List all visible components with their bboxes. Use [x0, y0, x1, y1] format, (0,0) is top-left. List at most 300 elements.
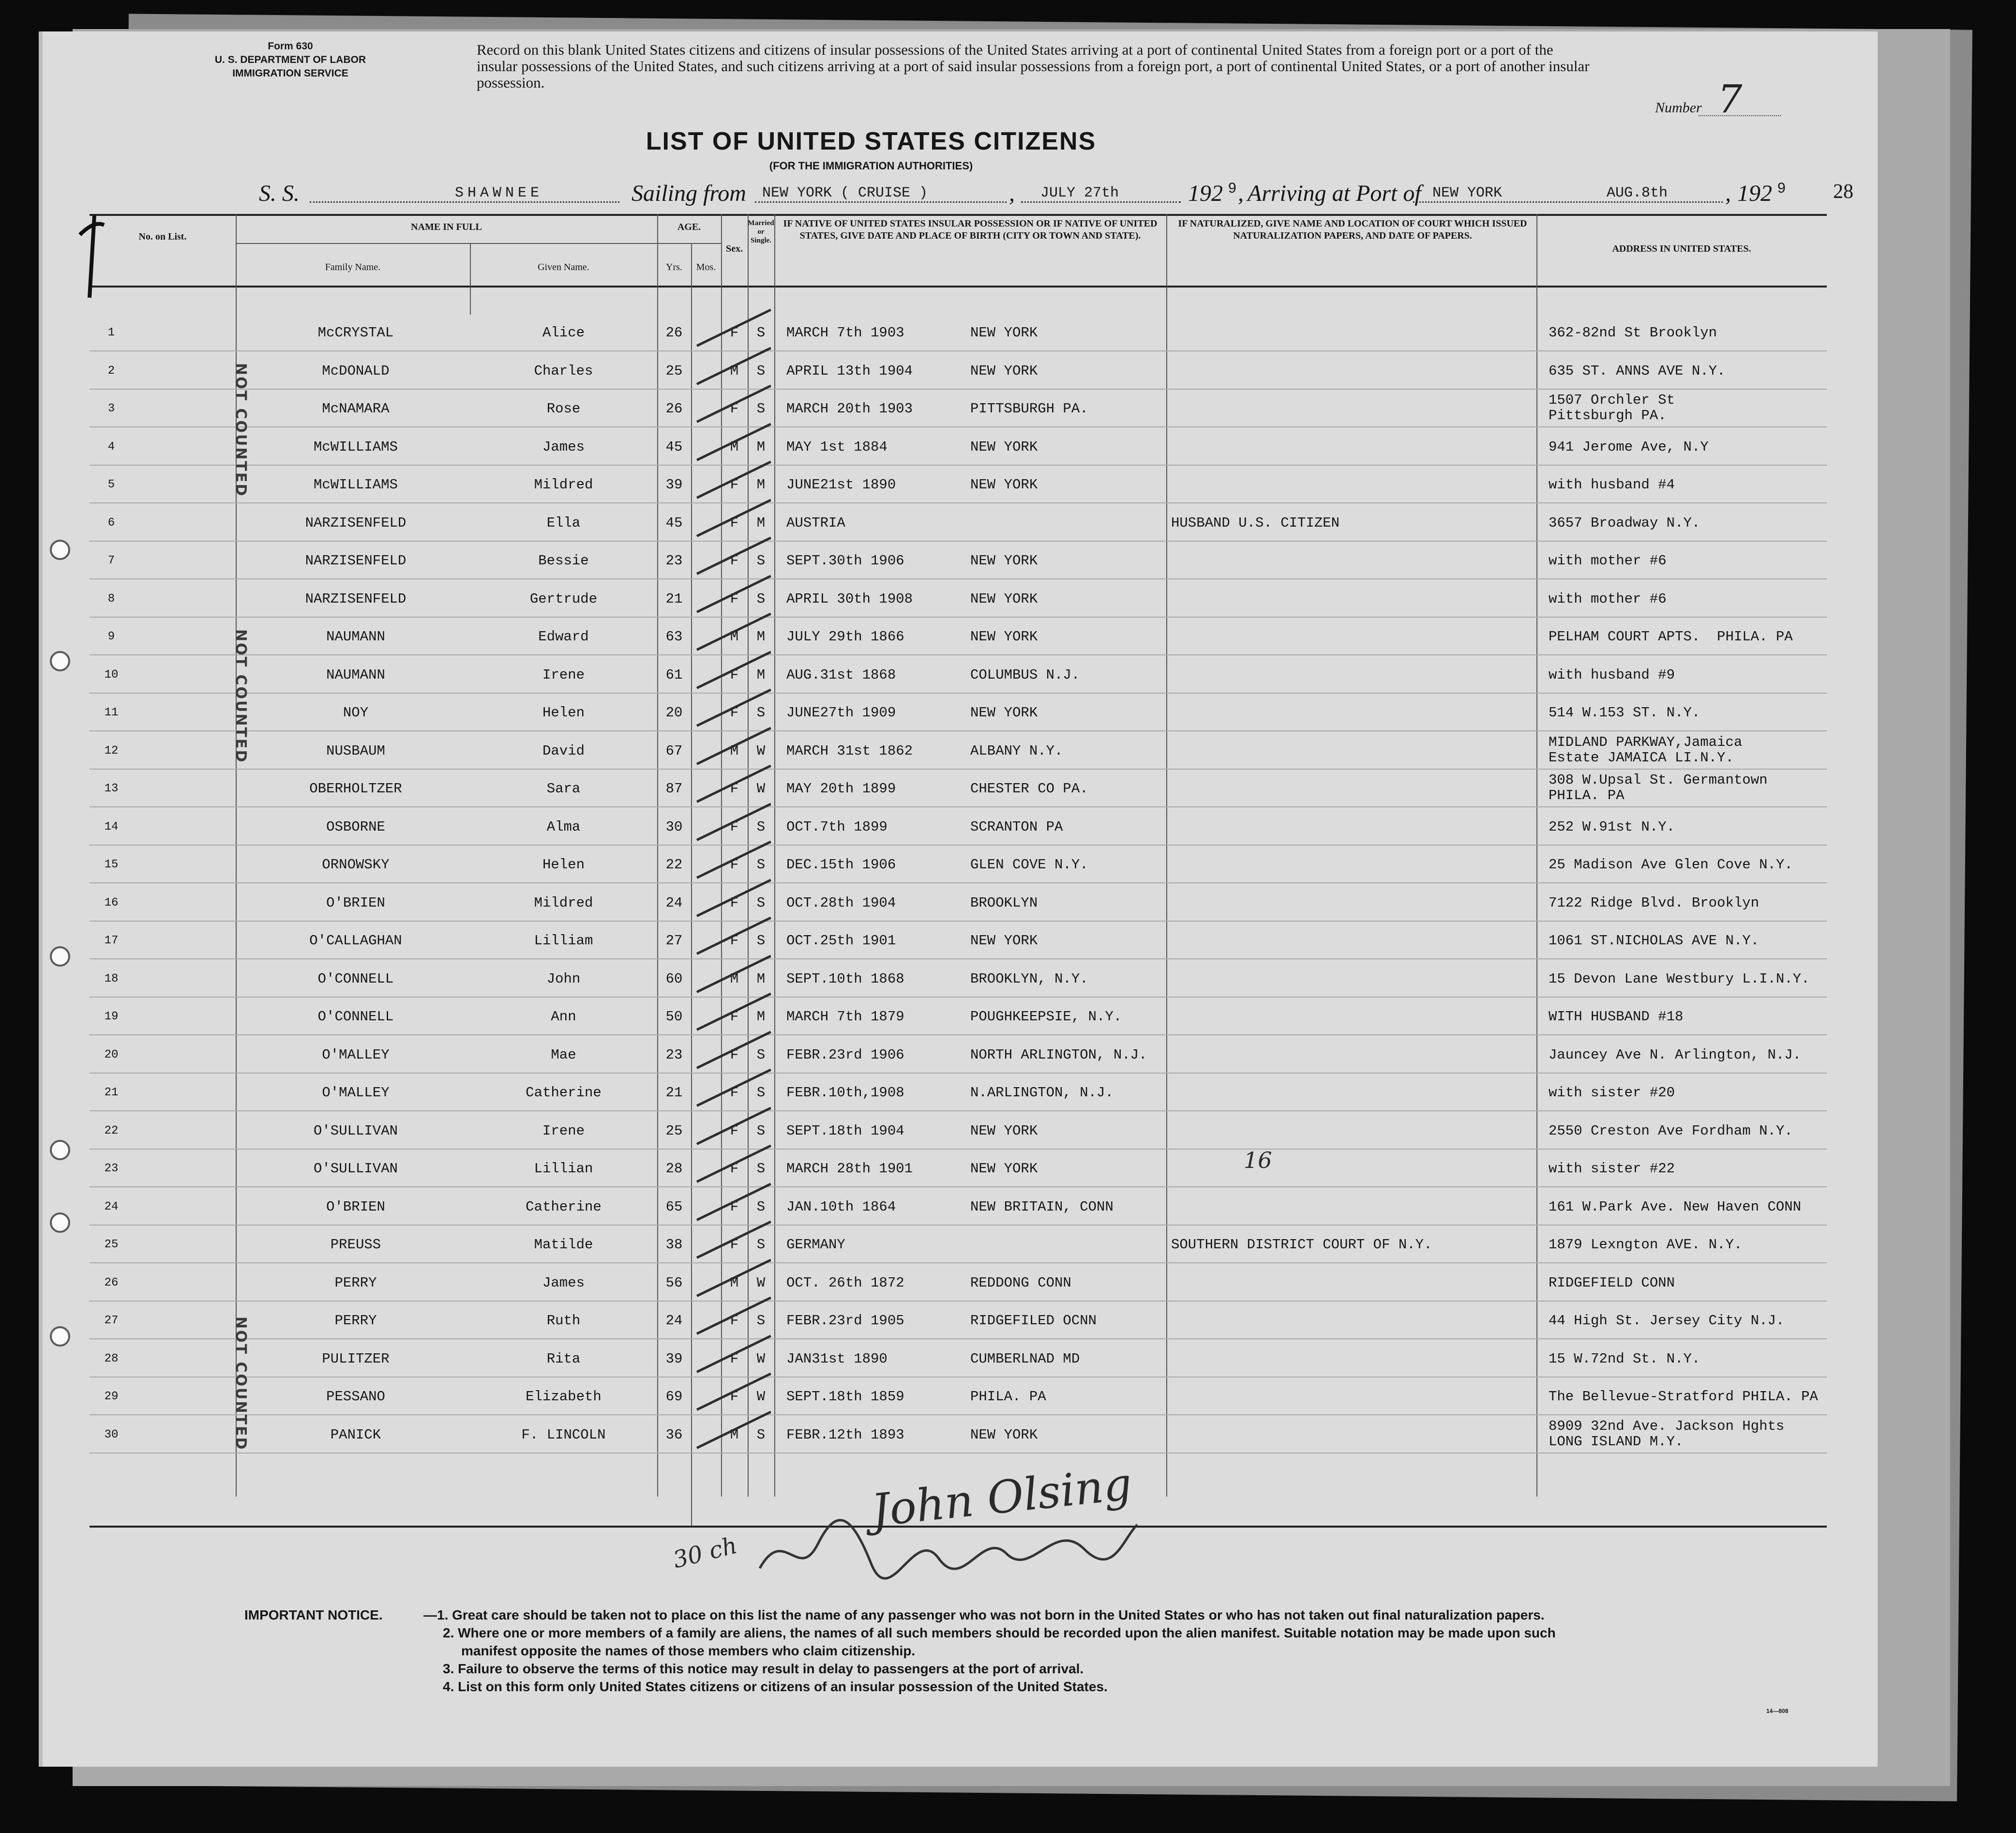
- birth-date: MAY 1st 1884: [786, 439, 888, 455]
- address: with husband #9: [1549, 667, 1675, 683]
- family-name: O'CONNELL: [317, 970, 394, 987]
- row-rule: [90, 845, 1827, 846]
- given-name: Helen: [542, 857, 585, 873]
- row-rule: [90, 654, 1827, 655]
- arriving-label: Arriving at Port of: [1248, 181, 1421, 206]
- age-years: 24: [665, 894, 683, 911]
- print-code: 14—808: [1766, 1708, 1789, 1714]
- family-name: O'CONNELL: [317, 1009, 394, 1025]
- row-rule: [90, 1225, 1827, 1226]
- notice-item-2-cont: manifest opposite the names of those members who claim citizenship.: [461, 1643, 916, 1658]
- family-name: NAUMANN: [326, 667, 385, 683]
- age-subrule: [657, 243, 721, 244]
- row-number: 29: [104, 1390, 119, 1403]
- row-number: 5: [107, 478, 115, 491]
- birth-place: NEW YORK: [970, 477, 1038, 493]
- address: with sister #20: [1549, 1085, 1675, 1101]
- sex: F: [730, 818, 739, 835]
- family-name: McWILLIAMS: [313, 439, 398, 455]
- marital-status: W: [756, 742, 766, 759]
- sailing-label: Sailing from: [632, 181, 746, 206]
- birth-place: NEW YORK: [970, 1122, 1038, 1139]
- header-name-in-full: NAME IN FULL: [411, 222, 482, 232]
- given-name: Alice: [542, 325, 585, 341]
- row-number: 19: [104, 1010, 119, 1023]
- birth-date: GERMANY: [786, 1237, 845, 1253]
- birth-date: APRIL 13th 1904: [786, 363, 913, 379]
- col-divider: [470, 243, 471, 315]
- address: 635 ST. ANNS AVE N.Y.: [1549, 363, 1726, 379]
- birth-place: POUGHKEEPSIE, N.Y.: [970, 1009, 1122, 1025]
- table-top-rule: [90, 214, 1827, 216]
- marital-status: S: [756, 933, 766, 949]
- row-rule: [90, 426, 1827, 427]
- sex: F: [730, 1122, 739, 1139]
- header-no: No. on List.: [138, 231, 187, 242]
- row-number: 18: [104, 972, 119, 985]
- address: 3657 Broadway N.Y.: [1549, 515, 1700, 531]
- row-number: 24: [104, 1200, 119, 1213]
- row-number: 17: [104, 934, 119, 947]
- inspector-signature: John Olsing: [869, 1458, 1134, 1537]
- given-name: Rita: [546, 1350, 581, 1367]
- birth-place: CHESTER CO PA.: [970, 781, 1088, 797]
- header-given-name: Given Name.: [538, 262, 589, 273]
- row-rule: [90, 769, 1827, 770]
- corner-mark: [75, 215, 104, 303]
- birth-place: CUMBERLNAD MD: [970, 1350, 1080, 1367]
- birth-place: NEW YORK: [970, 933, 1038, 949]
- sex: F: [730, 894, 739, 911]
- row-number: 20: [104, 1048, 119, 1061]
- header-sex: Sex.: [726, 243, 743, 254]
- form-number: Form 630: [268, 41, 313, 52]
- birth-place: PITTSBURGH PA.: [970, 401, 1088, 417]
- row-rule: [90, 1186, 1827, 1187]
- row-rule: [90, 1262, 1827, 1263]
- page-subtitle: (FOR THE IMMIGRATION AUTHORITIES): [769, 160, 973, 172]
- address: MIDLAND PARKWAY,Jamaica Estate JAMAICA LI.N.Y.: [1549, 734, 1743, 766]
- row-rule: [90, 617, 1827, 618]
- age-years: 25: [665, 1122, 683, 1139]
- row-number: 22: [104, 1124, 119, 1137]
- sex: F: [730, 933, 739, 949]
- row-rule: [90, 1149, 1827, 1150]
- given-name: Ann: [551, 1009, 576, 1025]
- birth-date: OCT. 26th 1872: [786, 1274, 904, 1291]
- row-rule: [90, 465, 1827, 466]
- not-counted-stamp: NOT COUNTED: [232, 1317, 249, 1451]
- address: 514 W.153 ST. N.Y.: [1549, 705, 1700, 721]
- birth-place: NEW YORK: [970, 1161, 1038, 1177]
- row-number: 13: [104, 782, 119, 795]
- birth-place: ALBANY N.Y.: [970, 742, 1063, 759]
- age-years: 39: [665, 1350, 683, 1367]
- name-subrule: [236, 243, 657, 244]
- notice-item-3: 3. Failure to observe the terms of this notice may result in delay to passengers at the port of arrival.: [443, 1661, 1084, 1676]
- family-name: NAUMANN: [326, 629, 385, 645]
- birth-date: MARCH 28th 1901: [786, 1161, 913, 1177]
- given-name: Gertrude: [529, 591, 598, 607]
- marital-status: S: [756, 553, 766, 569]
- arrival-line: [1413, 201, 1723, 203]
- address: Jauncey Ave N. Arlington, N.J.: [1549, 1046, 1802, 1063]
- depart-year-prefix: 192: [1188, 181, 1223, 206]
- birth-date: MARCH 20th 1903: [786, 401, 913, 417]
- natz-note: 16: [1244, 1147, 1272, 1173]
- row-rule: [90, 806, 1827, 807]
- birth-date: APRIL 30th 1908: [786, 591, 913, 607]
- number-value: 7: [1717, 76, 1743, 121]
- row-rule: [90, 502, 1827, 503]
- row-rule: [90, 1414, 1827, 1415]
- marital-status: S: [756, 705, 766, 721]
- header-yrs: Yrs.: [666, 262, 682, 273]
- not-counted-stamp: NOT COUNTED: [232, 629, 249, 764]
- birth-place: NEW BRITAIN, CONN: [970, 1198, 1113, 1215]
- sex: F: [730, 1313, 739, 1329]
- age-years: 24: [665, 1313, 683, 1329]
- given-name: Mildred: [534, 477, 593, 493]
- age-years: 22: [665, 857, 683, 873]
- sex: F: [730, 705, 739, 721]
- row-number: 7: [107, 554, 115, 567]
- row-number: 16: [104, 896, 119, 909]
- family-name: PREUSS: [330, 1237, 381, 1253]
- age-years: 23: [665, 1046, 683, 1063]
- row-number: 1: [107, 326, 115, 339]
- age-years: 65: [665, 1198, 683, 1215]
- birth-date: MARCH 31st 1862: [786, 742, 913, 759]
- address: 44 High St. Jersey City N.J.: [1549, 1313, 1785, 1329]
- given-name: James: [542, 439, 585, 455]
- given-name: Mae: [551, 1046, 576, 1063]
- sex: F: [730, 857, 739, 873]
- row-number: 27: [104, 1314, 119, 1327]
- age-years: 23: [665, 553, 683, 569]
- sex: F: [730, 1198, 739, 1215]
- row-number: 3: [107, 402, 115, 415]
- family-name: McNAMARA: [322, 401, 390, 417]
- marital-status: S: [756, 1313, 766, 1329]
- sex: F: [730, 1009, 739, 1025]
- sex: F: [730, 477, 739, 493]
- birth-date: FEBR.23rd 1905: [786, 1313, 904, 1329]
- age-years: 69: [665, 1389, 683, 1405]
- age-years: 63: [665, 629, 683, 645]
- age-years: 28: [665, 1161, 683, 1177]
- birth-place: NEW YORK: [970, 705, 1038, 721]
- row-rule: [90, 958, 1827, 959]
- header-family-name: Family Name.: [325, 262, 381, 273]
- naturalization: HUSBAND U.S. CITIZEN: [1171, 515, 1340, 531]
- birth-place: BROOKLYN, N.Y.: [970, 970, 1088, 987]
- address: with sister #22: [1549, 1161, 1675, 1177]
- instructions-text: Record on this blank United States citizens and citizens of insular possessions of the United States arriving at a port of continental United States from a foreign port or a port of the insular possessions of the United States, and such citizens arriving at a port of said insular possessions from a foreign port, a port of continental United States, or a port of another insular possession.: [477, 41, 1590, 91]
- col-divider: [1166, 214, 1167, 1497]
- row-number: 25: [104, 1238, 119, 1251]
- family-name: OBERHOLTZER: [309, 781, 402, 797]
- birth-date: MAY 20th 1899: [786, 781, 896, 797]
- address: 15 Devon Lane Westbury L.I.N.Y.: [1549, 970, 1810, 987]
- header-bottom-rule: [90, 286, 1827, 288]
- sex: F: [730, 667, 739, 683]
- ss-label: S. S.: [259, 181, 300, 206]
- marital-status: M: [756, 515, 766, 531]
- age-years: 60: [665, 970, 683, 987]
- row-rule: [90, 921, 1827, 922]
- age-years: 39: [665, 477, 683, 493]
- address: WITH HUSBAND #18: [1549, 1009, 1684, 1025]
- sex: M: [730, 1426, 739, 1443]
- row-rule: [90, 1110, 1827, 1111]
- row-rule: [90, 389, 1827, 390]
- header-married: Married or Single.: [748, 219, 774, 244]
- birth-date: FEBR.10th,1908: [786, 1085, 904, 1101]
- birth-date: OCT.28th 1904: [786, 894, 896, 911]
- depart-date: JULY 27th: [1040, 185, 1119, 201]
- age-years: 25: [665, 363, 683, 379]
- marital-status: S: [756, 1426, 766, 1443]
- sex: M: [730, 439, 739, 455]
- sex: F: [730, 1046, 739, 1063]
- marital-status: M: [756, 439, 766, 455]
- given-name: F. LINCOLN: [521, 1426, 606, 1443]
- marital-status: W: [756, 1274, 766, 1291]
- notice-item-2: 2. Where one or more members of a family are aliens, the names of all such members should be recorded upon the alien manifest. Suitable notation may be made upon such: [443, 1625, 1556, 1640]
- given-name: Irene: [542, 1122, 585, 1139]
- family-name: NARZISENFELD: [305, 591, 406, 607]
- birth-place: REDDONG CONN: [970, 1274, 1071, 1291]
- age-years: 26: [665, 401, 683, 417]
- age-years: 36: [665, 1426, 683, 1443]
- family-name: NOY: [343, 705, 369, 721]
- marital-status: M: [756, 970, 766, 987]
- address: 8909 32nd Ave. Jackson Hghts LONG ISLAND M.Y.: [1549, 1418, 1785, 1450]
- family-name: OSBORNE: [326, 818, 385, 835]
- row-rule: [90, 1073, 1827, 1074]
- sex: M: [730, 1274, 739, 1291]
- birth-date: JULY 29th 1866: [786, 629, 904, 645]
- row-rule: [90, 1453, 1827, 1454]
- marital-status: S: [756, 591, 766, 607]
- birth-date: JUNE27th 1909: [786, 705, 896, 721]
- age-years: 21: [665, 1085, 683, 1101]
- col-divider: [1536, 214, 1537, 1497]
- family-name: O'BRIEN: [326, 894, 385, 911]
- sex: F: [730, 325, 739, 341]
- given-name: Alma: [546, 818, 581, 835]
- address: 2550 Creston Ave Fordham N.Y.: [1549, 1122, 1793, 1139]
- given-name: David: [542, 742, 585, 759]
- birth-date: AUG.31st 1868: [786, 667, 896, 683]
- family-name: PERRY: [334, 1274, 377, 1291]
- marital-status: M: [756, 667, 766, 683]
- family-name: McDONALD: [322, 363, 390, 379]
- marital-status: S: [756, 1198, 766, 1215]
- age-years: 67: [665, 742, 683, 759]
- header-mos: Mos.: [696, 262, 716, 273]
- sex: F: [730, 515, 739, 531]
- address: The Bellevue-Stratford PHILA. PA: [1549, 1389, 1818, 1405]
- birth-place: NEW YORK: [970, 439, 1038, 455]
- page-title: LIST OF UNITED STATES CITIZENS: [646, 127, 1097, 155]
- birth-place: NEW YORK: [970, 629, 1038, 645]
- family-name: PERRY: [334, 1313, 377, 1329]
- birth-date: SEPT.30th 1906: [786, 553, 904, 569]
- given-name: Elizabeth: [526, 1389, 602, 1405]
- binder-hole: [50, 1140, 70, 1160]
- service-name: IMMIGRATION SERVICE: [232, 68, 348, 79]
- given-name: Lillian: [534, 1161, 593, 1177]
- family-name: McWILLIAMS: [313, 477, 398, 493]
- family-name: PANICK: [330, 1426, 381, 1443]
- manifest-page-number: 28: [1833, 181, 1853, 203]
- address: 7122 Ridge Blvd. Brooklyn: [1549, 894, 1760, 911]
- birth-place: NEW YORK: [970, 1426, 1038, 1443]
- number-underline: [1699, 115, 1781, 116]
- address: 362-82nd St Brooklyn: [1549, 325, 1717, 341]
- marital-status: M: [756, 629, 766, 645]
- age-years: 61: [665, 667, 683, 683]
- number-label: Number: [1655, 100, 1702, 116]
- marital-status: S: [756, 363, 766, 379]
- address: 25 Madison Ave Glen Cove N.Y.: [1549, 857, 1793, 873]
- birth-place: GLEN COVE N.Y.: [970, 857, 1088, 873]
- given-name: Rose: [546, 401, 581, 417]
- given-name: Matilde: [534, 1237, 593, 1253]
- header-age: AGE.: [677, 222, 701, 232]
- address: 1879 Lexngton AVE. N.Y.: [1549, 1237, 1743, 1253]
- birth-date: SEPT.18th 1859: [786, 1389, 904, 1405]
- birth-place: RIDGEFILED OCNN: [970, 1313, 1097, 1329]
- row-rule: [90, 882, 1827, 883]
- binder-hole: [50, 540, 70, 560]
- row-rule: [90, 541, 1827, 542]
- marital-status: S: [756, 1046, 766, 1063]
- marital-status: S: [756, 818, 766, 835]
- depart-year-digit: 9: [1228, 180, 1236, 196]
- row-rule: [90, 693, 1827, 694]
- marital-status: S: [756, 1237, 766, 1253]
- given-name: Catherine: [526, 1085, 602, 1101]
- marital-status: S: [756, 1085, 766, 1101]
- birth-place: PHILA. PA: [970, 1389, 1046, 1405]
- row-number: 10: [104, 668, 119, 682]
- naturalization: SOUTHERN DISTRICT COURT OF N.Y.: [1171, 1237, 1432, 1253]
- birth-place: BROOKLYN: [970, 894, 1038, 911]
- birth-place: NEW YORK: [970, 553, 1038, 569]
- arrival-port: NEW YORK: [1432, 185, 1503, 201]
- family-name: NARZISENFELD: [305, 515, 406, 531]
- family-name: PULITZER: [322, 1350, 390, 1367]
- age-years: 50: [665, 1009, 683, 1025]
- marital-status: W: [756, 1389, 766, 1405]
- given-name: Irene: [542, 667, 585, 683]
- sex: M: [730, 742, 739, 759]
- address: 15 W.72nd St. N.Y.: [1549, 1350, 1700, 1367]
- address: 161 W.Park Ave. New Haven CONN: [1549, 1198, 1802, 1215]
- row-rule: [90, 578, 1827, 579]
- header-naturalized: IF NATURALIZED, GIVE NAME AND LOCATION OF COURT WHICH ISSUED NATURALIZATION PAPERS, AND DATE OF PAPERS.: [1178, 218, 1527, 241]
- row-rule: [90, 1338, 1827, 1339]
- marital-status: W: [756, 1350, 766, 1367]
- given-name: Helen: [542, 705, 585, 721]
- row-number: 28: [104, 1352, 119, 1365]
- given-name: James: [542, 1274, 585, 1291]
- birth-place: NEW YORK: [970, 363, 1038, 379]
- sex: M: [730, 970, 739, 987]
- binder-hole: [50, 946, 70, 967]
- sex: F: [730, 1237, 739, 1253]
- birth-date: JUNE21st 1890: [786, 477, 896, 493]
- notice-item-4: 4. List on this form only United States citizens or citizens of an insular possession of the United States.: [443, 1679, 1108, 1694]
- row-number: 9: [107, 630, 115, 643]
- birth-date: FEBR.23rd 1906: [786, 1046, 904, 1063]
- row-number: 6: [107, 516, 115, 530]
- department-name: U. S. DEPARTMENT OF LABOR: [214, 54, 366, 65]
- col-divider: [774, 214, 775, 1497]
- handwritten-scribble: [755, 1496, 1142, 1592]
- ship-line: [310, 201, 619, 203]
- sex: F: [730, 1350, 739, 1367]
- from-port-line: [755, 201, 1007, 203]
- marital-status: S: [756, 1161, 766, 1177]
- marital-status: M: [756, 1009, 766, 1025]
- birth-date: OCT.7th 1899: [786, 818, 888, 835]
- address: RIDGEFIELD CONN: [1549, 1274, 1675, 1291]
- address: PELHAM COURT APTS. PHILA. PA: [1549, 629, 1793, 645]
- given-name: Catherine: [526, 1198, 602, 1215]
- age-years: 26: [665, 325, 683, 341]
- sex: M: [730, 629, 739, 645]
- marital-status: M: [756, 477, 766, 493]
- binder-hole: [50, 651, 70, 671]
- address: 1061 ST.NICHOLAS AVE N.Y.: [1549, 933, 1760, 949]
- address: with mother #6: [1549, 553, 1667, 569]
- age-years: 45: [665, 439, 683, 455]
- given-name: Charles: [534, 363, 593, 379]
- marital-status: S: [756, 325, 766, 341]
- passenger-table: [90, 214, 1827, 1526]
- given-name: Ruth: [546, 1313, 581, 1329]
- row-number: 8: [107, 592, 115, 606]
- given-name: Edward: [538, 629, 589, 645]
- arrival-year-digit: 9: [1777, 180, 1786, 196]
- marital-status: S: [756, 857, 766, 873]
- birth-date: OCT.25th 1901: [786, 933, 896, 949]
- given-name: John: [546, 970, 581, 987]
- row-number: 15: [104, 858, 119, 871]
- marital-status: S: [756, 1122, 766, 1139]
- given-name: Ella: [546, 515, 581, 531]
- header-address: ADDRESS IN UNITED STATES.: [1612, 243, 1751, 254]
- row-rule: [90, 1377, 1827, 1378]
- age-years: 45: [665, 515, 683, 531]
- row-number: 14: [104, 820, 119, 833]
- address: 1507 Orchler St Pittsburgh PA.: [1549, 392, 1675, 424]
- sex: F: [730, 1085, 739, 1101]
- header-birth: IF NATIVE OF UNITED STATES INSULAR POSSESSION OR IF NATIVE OF UNITED STATES, GIVE DATE AND PLACE OF BIRTH (CITY OR TOWN AND STATE).: [783, 218, 1158, 241]
- margin-tally: 30 ch: [670, 1531, 740, 1574]
- from-port: NEW YORK ( CRUISE ): [762, 185, 928, 201]
- family-name: O'MALLEY: [322, 1085, 390, 1101]
- age-years: 27: [665, 933, 683, 949]
- sex: M: [730, 363, 739, 379]
- address: 252 W.91st N.Y.: [1549, 818, 1675, 835]
- family-name: O'CALLAGHAN: [309, 933, 402, 949]
- birth-date: SEPT.10th 1868: [786, 970, 904, 987]
